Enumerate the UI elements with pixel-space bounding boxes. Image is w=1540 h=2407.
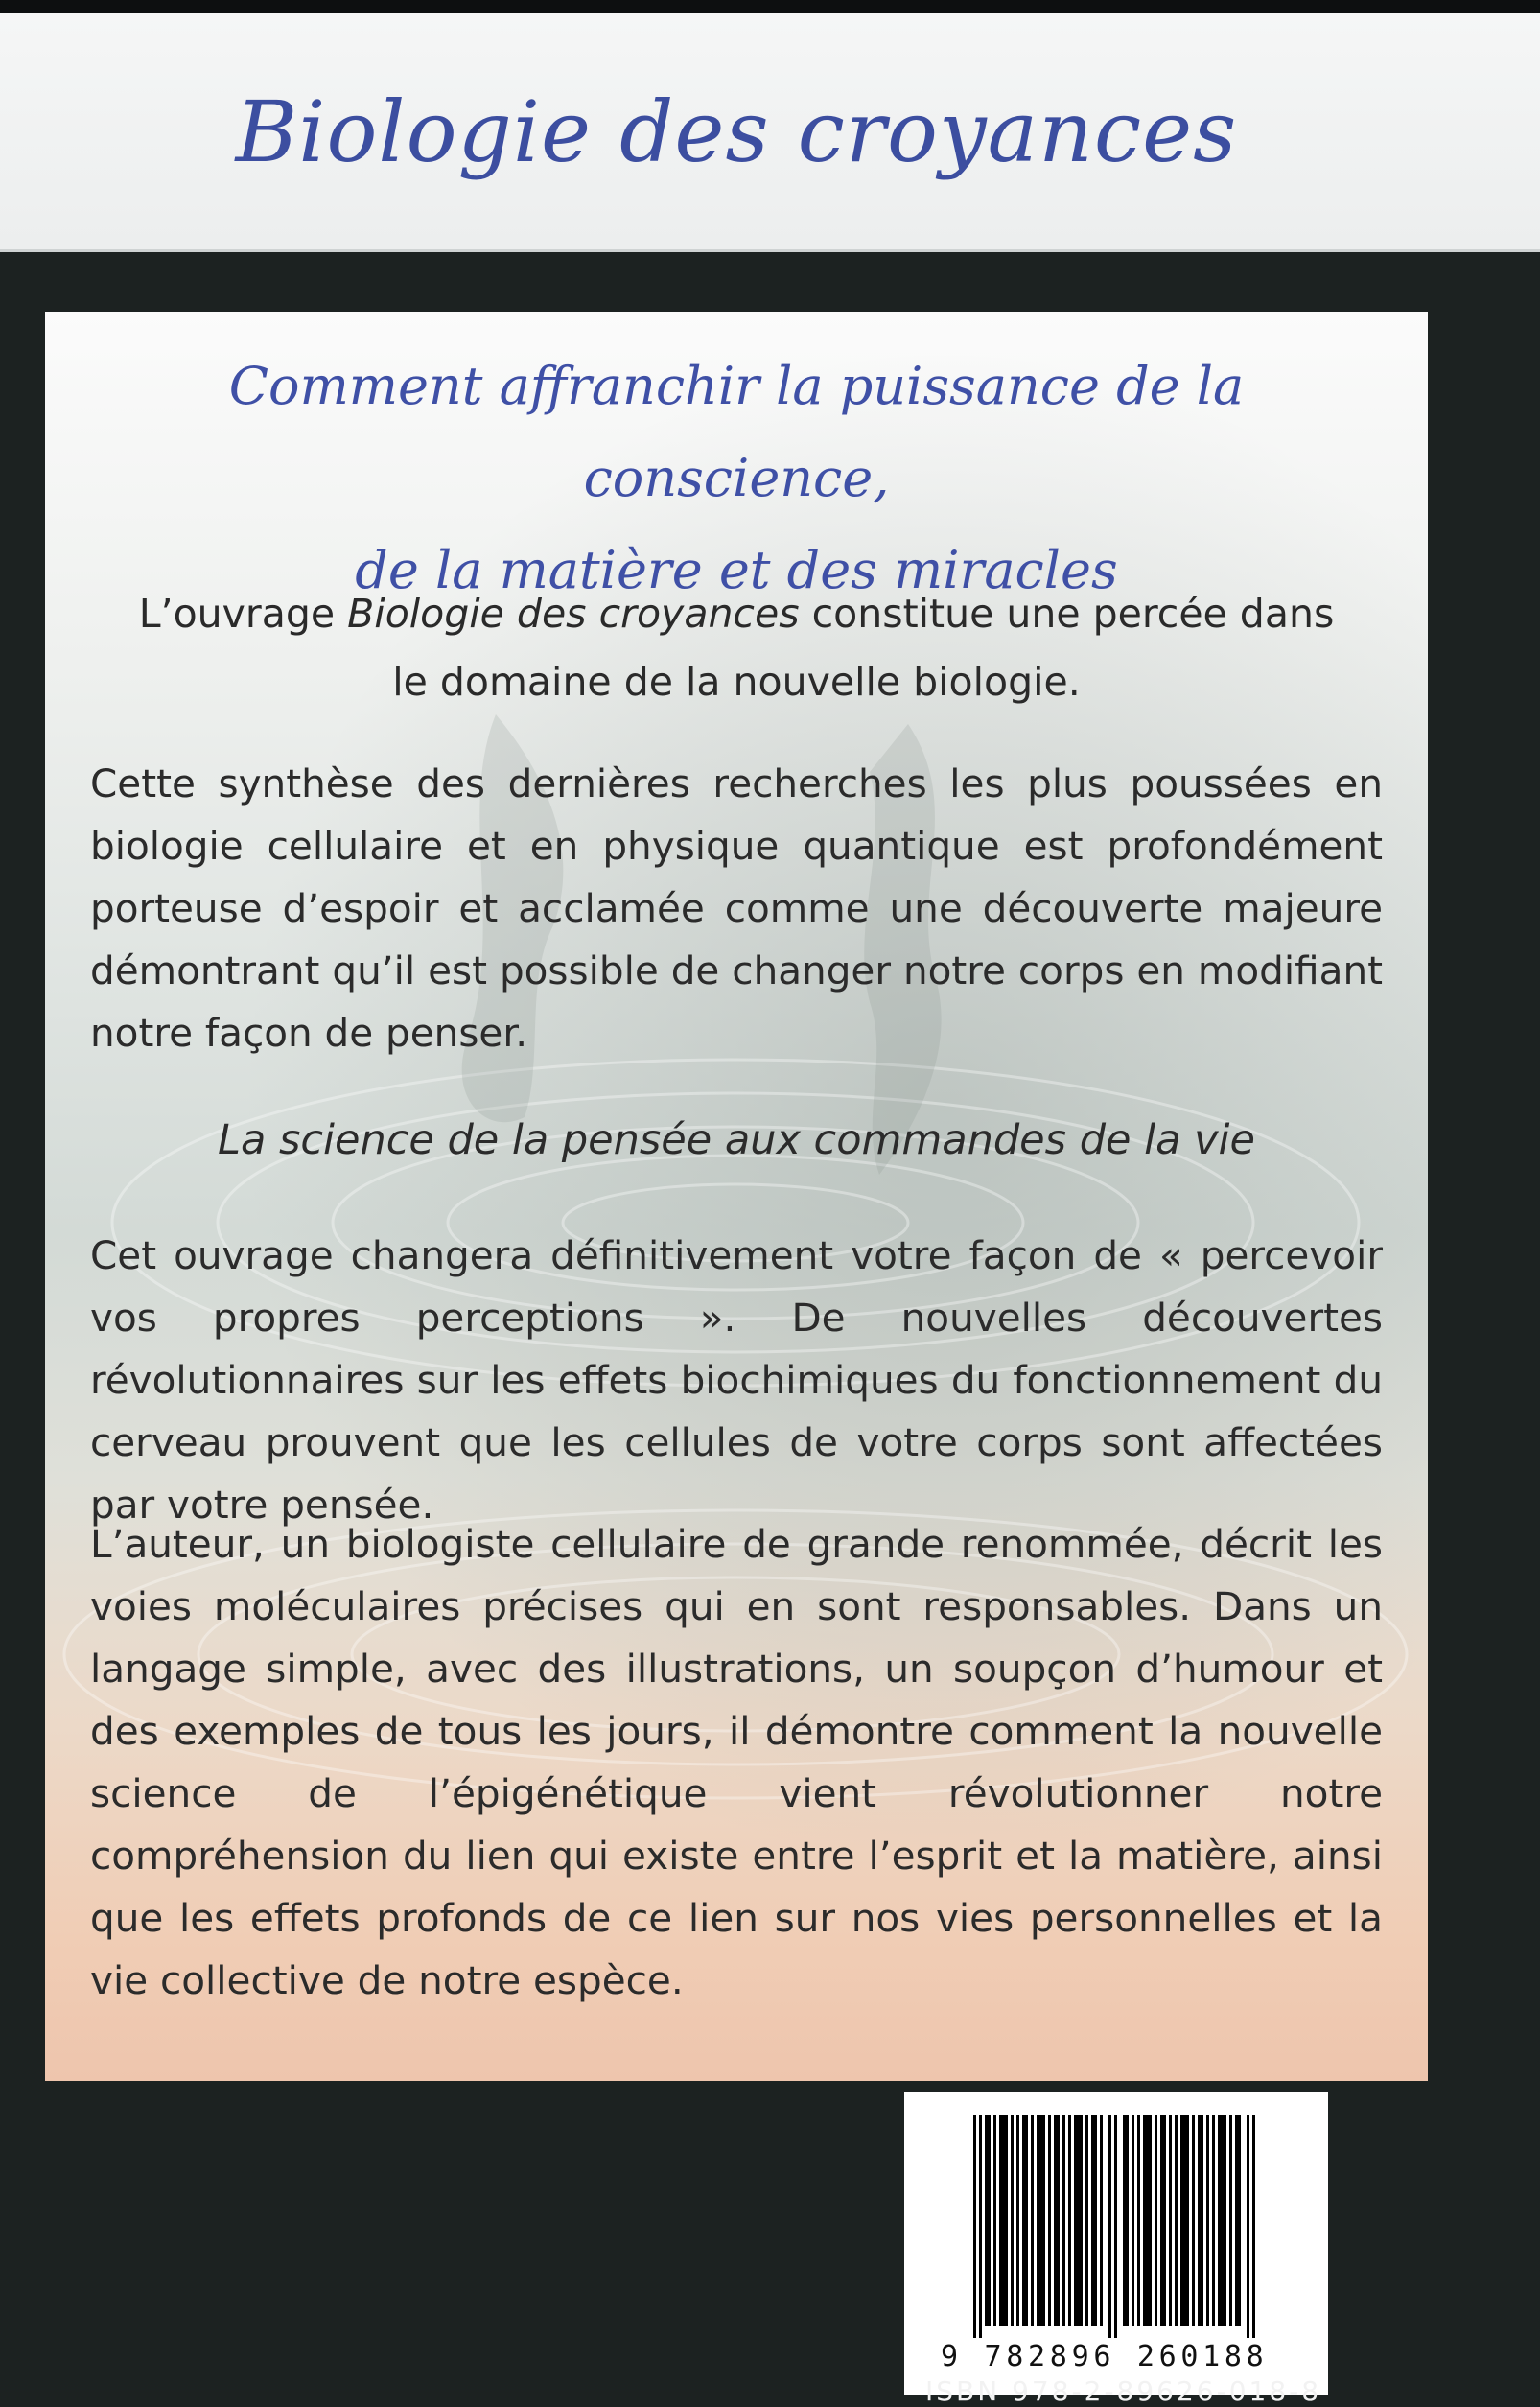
top-edge [0,0,1540,13]
blurb-panel [45,312,1428,2081]
intro-paragraph [131,580,1342,716]
barcode [904,2092,1328,2395]
subtitle-line-1: Comment affranchir la puissance de la conscience, [228,356,1245,508]
barcode-digits: 9 782896 260188 [941,2340,1269,2373]
blurb-text [45,312,1428,2081]
paragraph-author: L’auteur, un biologiste cellulaire de grande renommée, décrit les voies moléculaires précises qui en sont responsables. Dans un langage simple, avec des illustrations, un soupçon d’humour et des exemples de tous les jours, il démontre comment la nouvelle science de l’épigénétique vient révolutionner notre compréhension du lien qui existe entre l’esprit et la matière, ainsi que les effets profonds de ce lien sur nos vies personnelles et la vie collective de notre espèce. [90,1521,1383,2003]
intro-text-start: L’ouvrage [138,591,348,637]
paragraph-synthesis: Cette synthèse des dernières recherches les plus poussées en biologie cellulaire et en physique quantique est profondément porteuse d’espoir et acclamée comme une découverte majeure démontrant qu’il est possible de changer notre corps en modifiant notre façon de penser. [90,760,1383,1056]
section-heading: La science de la pensée aux commandes de la vie [218,1116,1255,1164]
intro-book-title: Biologie des croyances [347,591,800,637]
book-title: Biologie des croyances [235,82,1238,181]
title-band [0,13,1540,252]
subtitle [131,340,1342,617]
intro-text-end: constitue une percée dans le domaine de la nouvelle biologie. [392,591,1335,705]
paragraph-perceptions: Cet ouvrage changera définitivement votre façon de « percevoir vos propres perceptions ». De nouvelles découvertes révolutionnaires sur les effets biochimiques du fonctionnement du cerveau prouvent que les cellules de votre corps sont affectées par votre pensée. [90,1232,1383,1528]
subtitle-line-2: de la matière et des miracles [355,540,1118,600]
barcode-bars [973,2115,1261,2338]
isbn-number: ISBN 978-2-89626-018-8 [925,2375,1322,2407]
